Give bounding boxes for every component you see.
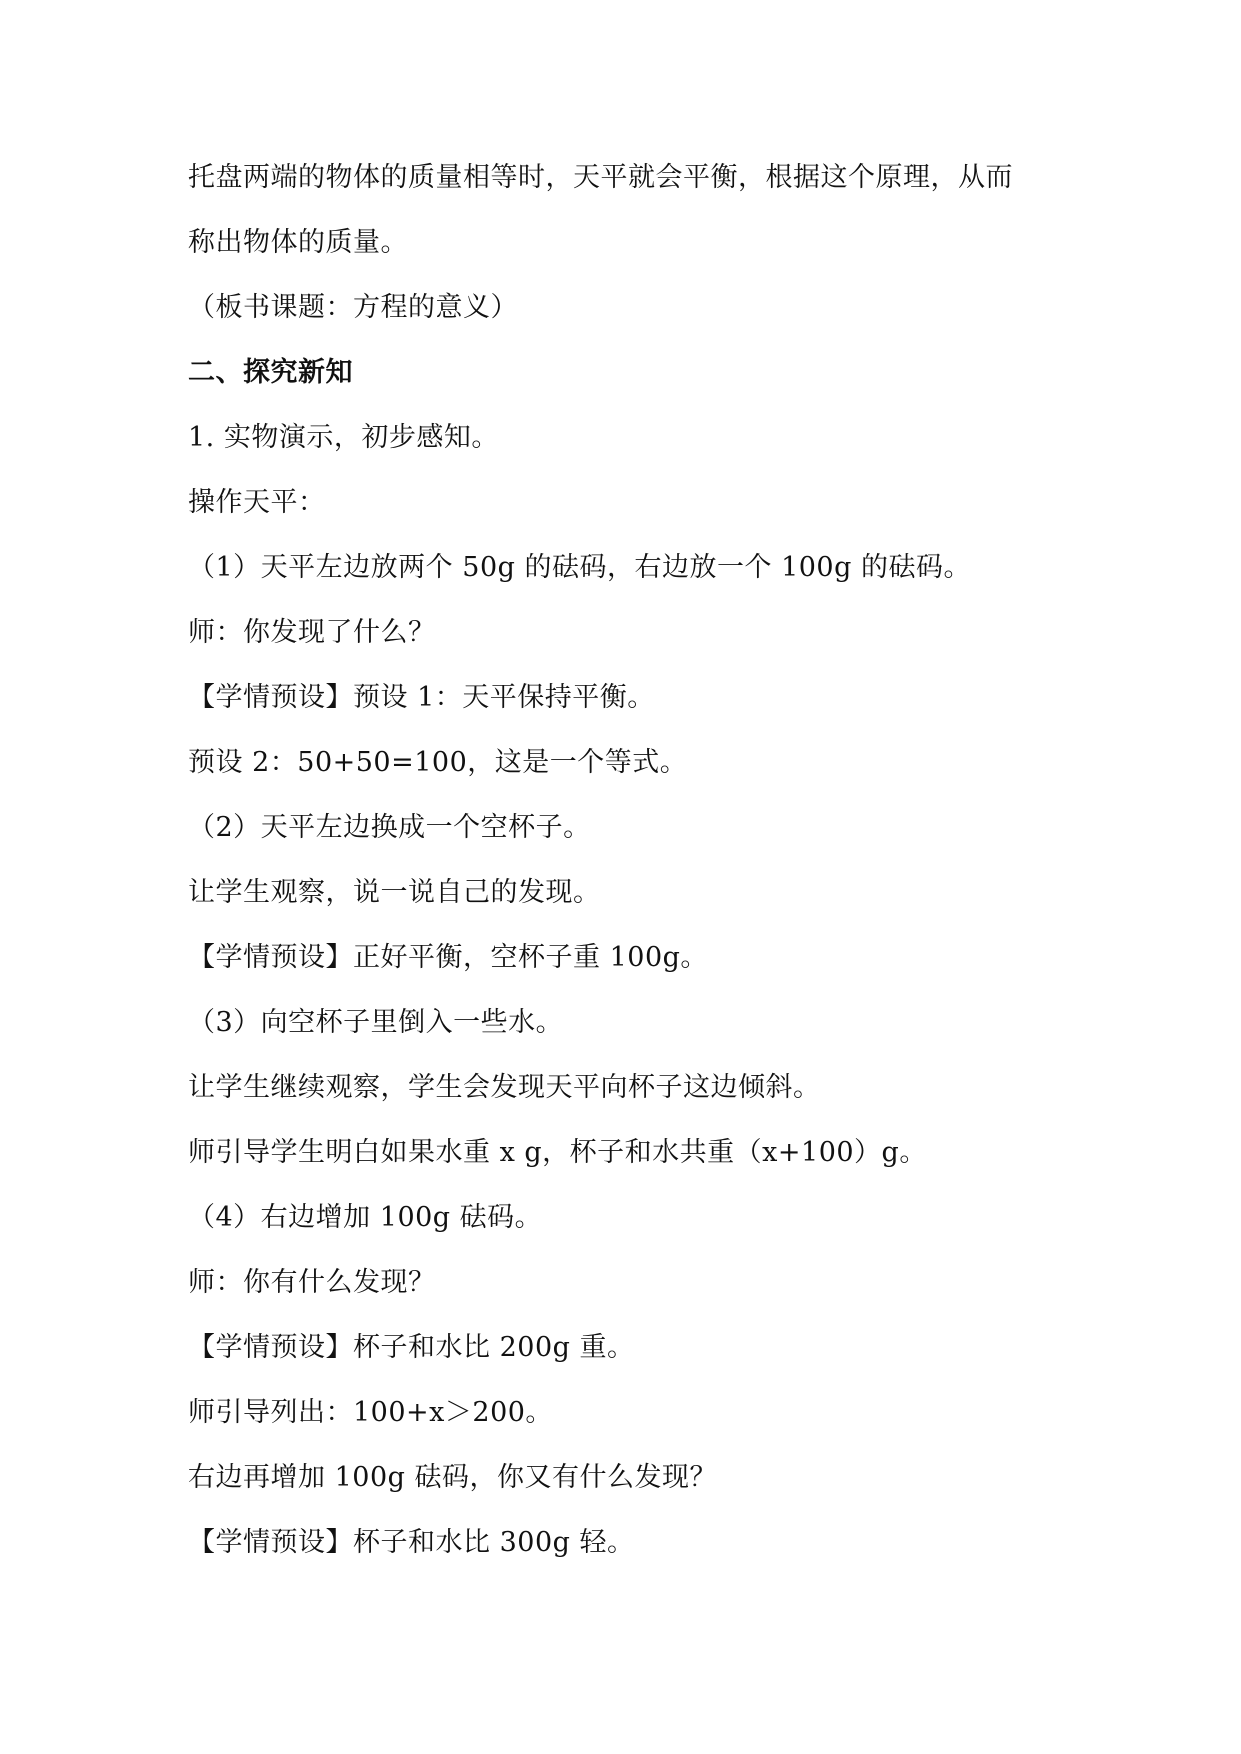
teacher-guide-x: 师引导学生明白如果水重 x g，杯子和水共重（x+100）g。: [188, 1137, 927, 1168]
preset-2: 预设 2：50+50=100，这是一个等式。: [188, 747, 688, 778]
document-body: [188, 158, 1068, 1588]
paragraph-weigh-objects: 称出物体的质量。: [188, 227, 408, 258]
step-2-empty-cup: （2）天平左边换成一个空杯子。: [188, 812, 591, 843]
preset-cup-weight: 【学情预设】正好平衡，空杯子重 100g。: [188, 942, 708, 973]
add-another-weight: 右边再增加 100g 砝码，你又有什么发现？: [188, 1462, 717, 1493]
board-title-note: （板书课题：方程的意义）: [188, 292, 518, 323]
teacher-question-2: 师：你有什么发现？: [188, 1267, 436, 1298]
preset-heavier: 【学情预设】杯子和水比 200g 重。: [188, 1332, 635, 1363]
teacher-question-1: 师：你发现了什么？: [188, 617, 436, 648]
preset-1: 【学情预设】预设 1：天平保持平衡。: [188, 682, 655, 713]
step-4-add-weight: （4）右边增加 100g 砝码。: [188, 1202, 543, 1233]
step-3-pour-water: （3）向空杯子里倒入一些水。: [188, 1007, 564, 1038]
teacher-inequality: 师引导列出：100+x＞200。: [188, 1397, 553, 1428]
paragraph-balance-principle: 托盘两端的物体的质量相等时，天平就会平衡，根据这个原理，从而: [188, 162, 1013, 193]
students-observe-tilt: 让学生继续观察，学生会发现天平向杯子这边倾斜。: [188, 1072, 821, 1103]
section-heading-explore: 二、探究新知: [188, 357, 353, 388]
step-1-demo: 1. 实物演示，初步感知。: [188, 422, 499, 453]
preset-lighter: 【学情预设】杯子和水比 300g 轻。: [188, 1527, 635, 1558]
students-observe: 让学生观察，说一说自己的发现。: [188, 877, 601, 908]
operate-balance-label: 操作天平：: [188, 487, 326, 518]
step-1-weights: （1）天平左边放两个 50g 的砝码，右边放一个 100g 的砝码。: [188, 552, 971, 583]
